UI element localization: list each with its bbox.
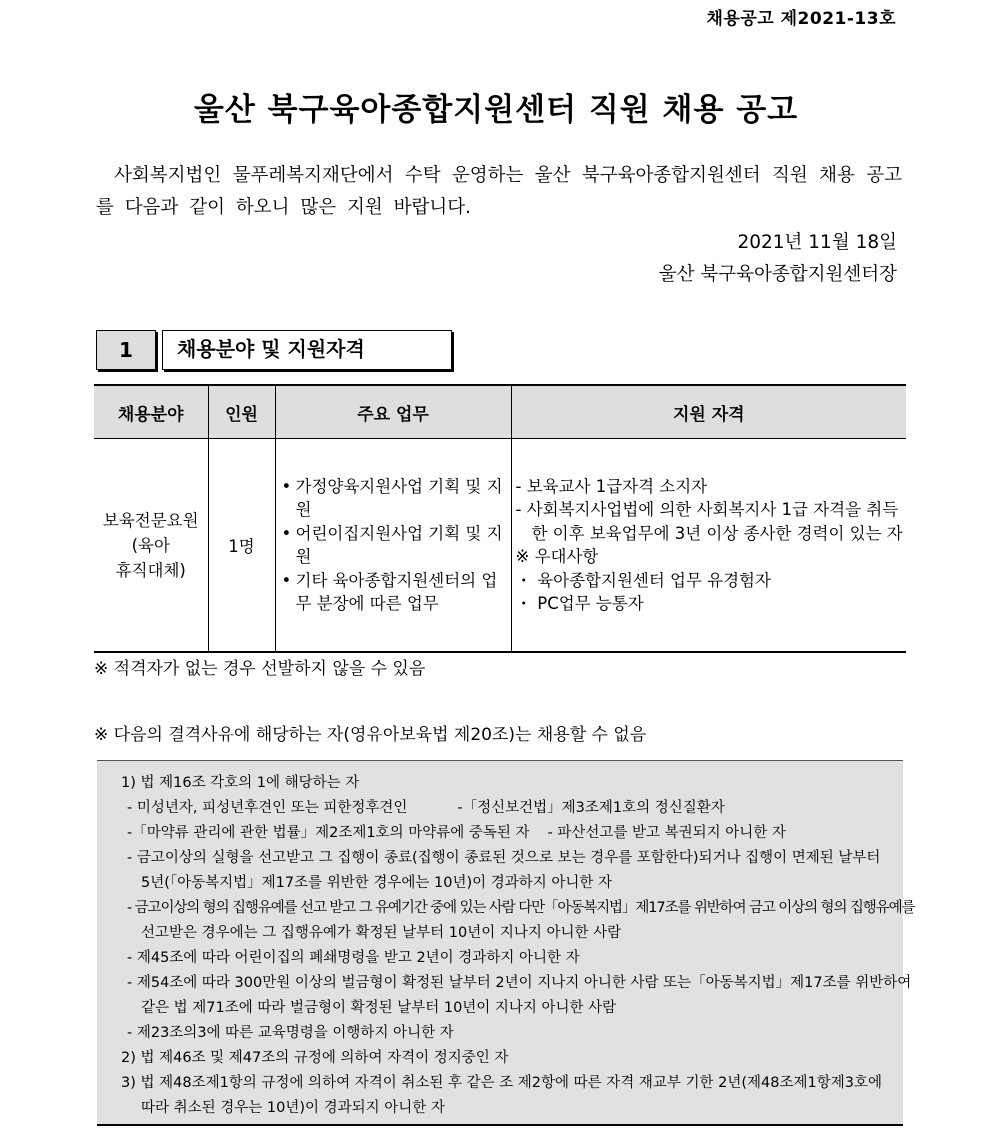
disq-line: 같은 법 제71조에 따라 벌금형이 확정된 날부터 10년이 지나지 아니한 사람 bbox=[141, 1000, 617, 1016]
disq-item: - 파산선고를 받고 복권되지 아니한 자 bbox=[547, 825, 786, 841]
note-unqualified: ※ 적격자가 없는 경우 선발하지 않을 수 있음 bbox=[94, 659, 426, 679]
disq-item: -「마약류 관리에 관한 법률」제2조제1호의 마약류에 중독된 자 bbox=[127, 825, 530, 841]
field-cell bbox=[94, 439, 208, 653]
header-count: 인원 bbox=[208, 385, 275, 439]
qualifications-cell bbox=[511, 439, 906, 653]
notice-date: 2021년 11월 18일 bbox=[737, 232, 897, 253]
table-row bbox=[94, 439, 906, 653]
intro-text: 사회복지법인 물푸레복지재단에서 수탁 운영하는 울산 북구육아종합지원센터 직원 채용 공고를 다음과 같이 하오니 많은 지원 바랍니다. bbox=[96, 165, 902, 218]
disq-item: -「정신보건법」제3조제1호의 정신질환자 bbox=[457, 800, 725, 816]
field-line: 휴직대체) bbox=[115, 560, 186, 580]
list-item bbox=[282, 569, 507, 616]
disqualification-box bbox=[97, 760, 915, 1126]
header-qualifications: 지원 자격 bbox=[511, 385, 906, 439]
disq-line: 1) 법 제16조 각호의 1에 해당하는 자 bbox=[121, 775, 360, 791]
disq-line: 따라 취소된 경우는 10년)이 경과되지 아니한 자 bbox=[141, 1100, 445, 1116]
bullet-icon: • bbox=[281, 570, 292, 590]
qualification-line: ・ PC업무 능통자 bbox=[515, 594, 644, 613]
preference-heading: ※ 우대사항 bbox=[515, 547, 599, 566]
disq-line: - 금고이상의 형의 집행유예를 선고 받고 그 유예기간 중에 있는 사람 다만「아동복지법」제17조를 위반하여 금고 이상의 형의 집행유예를 bbox=[127, 900, 915, 916]
list-item bbox=[282, 522, 507, 569]
disq-line: - 제23조의3에 따른 교육명령을 이행하지 아니한 자 bbox=[127, 1025, 454, 1041]
header-duties: 주요 업무 bbox=[275, 385, 511, 439]
document-number: 채용공고 제2021-13호 bbox=[706, 9, 896, 29]
header-field: 채용분야 bbox=[94, 385, 208, 439]
qualification-line: - 보육교사 1급자격 소지자 bbox=[515, 476, 708, 496]
duties-cell bbox=[275, 439, 511, 653]
page-title: 울산 북구육아종합지원센터 직원 채용 공고 bbox=[193, 92, 799, 128]
intro-paragraph bbox=[96, 160, 902, 224]
disq-line bbox=[121, 796, 903, 821]
section-number: 1 bbox=[96, 330, 156, 370]
section-title: 채용분야 및 지원자격 bbox=[162, 330, 452, 370]
disq-line: 선고받은 경우에는 그 집행유예가 확정된 날부터 10년이 지나지 아니한 사람 bbox=[141, 925, 622, 941]
note-disqualification: ※ 다음의 결격사유에 해당하는 자(영유아보육법 제20조)는 채용할 수 없음 bbox=[94, 725, 647, 745]
duty-text: 기타 육아종합지원센터의 업무 분장에 따른 업무 bbox=[295, 570, 498, 613]
disq-line: 5년(「아동복지법」제17조를 위반한 경우에는 10년)이 경과하지 아니한 자 bbox=[141, 875, 613, 891]
duty-text: 어린이집지원사업 기획 및 지원 bbox=[295, 523, 503, 566]
table-header-row bbox=[94, 385, 906, 439]
field-line: 보육전문요원 bbox=[102, 510, 199, 530]
count-cell: 1명 bbox=[208, 439, 275, 653]
disq-line: - 금고이상의 실형을 선고받고 그 집행이 종료(집행이 종료된 것으로 보는 경우를 포함한다)되거나 집행이 면제된 날부터 bbox=[127, 850, 881, 866]
field-line: (육아 bbox=[131, 535, 170, 555]
disq-line bbox=[121, 821, 903, 846]
bullet-icon: • bbox=[281, 523, 292, 543]
qualification-line: ・ 육아종합지원센터 업무 유경험자 bbox=[515, 570, 771, 590]
recruitment-table bbox=[94, 384, 906, 653]
bullet-icon: • bbox=[281, 476, 292, 496]
list-item bbox=[282, 475, 507, 522]
signer: 울산 북구육아종합지원센터장 bbox=[658, 264, 897, 285]
qualification-line: - 사회복지사업법에 의한 사회복지사 1급 자격을 취득 bbox=[515, 500, 899, 519]
qualification-line: 한 이후 보육업무에 3년 이상 종사한 경력이 있는 자 bbox=[531, 523, 903, 543]
disq-item: - 미성년자, 피성년후견인 또는 피한정후견인 bbox=[127, 800, 408, 816]
disq-line: - 제54조에 따라 300만원 이상의 벌금형이 확정된 날부터 2년이 지나지 아니한 사람 또는「아동복지법」제17조를 위반하여 bbox=[127, 975, 912, 991]
disq-line: 3) 법 제48조제1항의 규정에 의하여 자격이 취소된 후 같은 조 제2항에 따른 자격 재교부 기한 2년(제48조제1항제3호에 bbox=[121, 1075, 882, 1091]
disq-line: 2) 법 제46조 및 제47조의 규정에 의하여 자격이 정지중인 자 bbox=[121, 1050, 509, 1066]
duty-text: 가정양육지원사업 기획 및 지원 bbox=[295, 476, 503, 519]
disq-line: - 제45조에 따라 어린이집의 폐쇄명령을 받고 2년이 경과하지 아니한 자 bbox=[127, 950, 580, 966]
